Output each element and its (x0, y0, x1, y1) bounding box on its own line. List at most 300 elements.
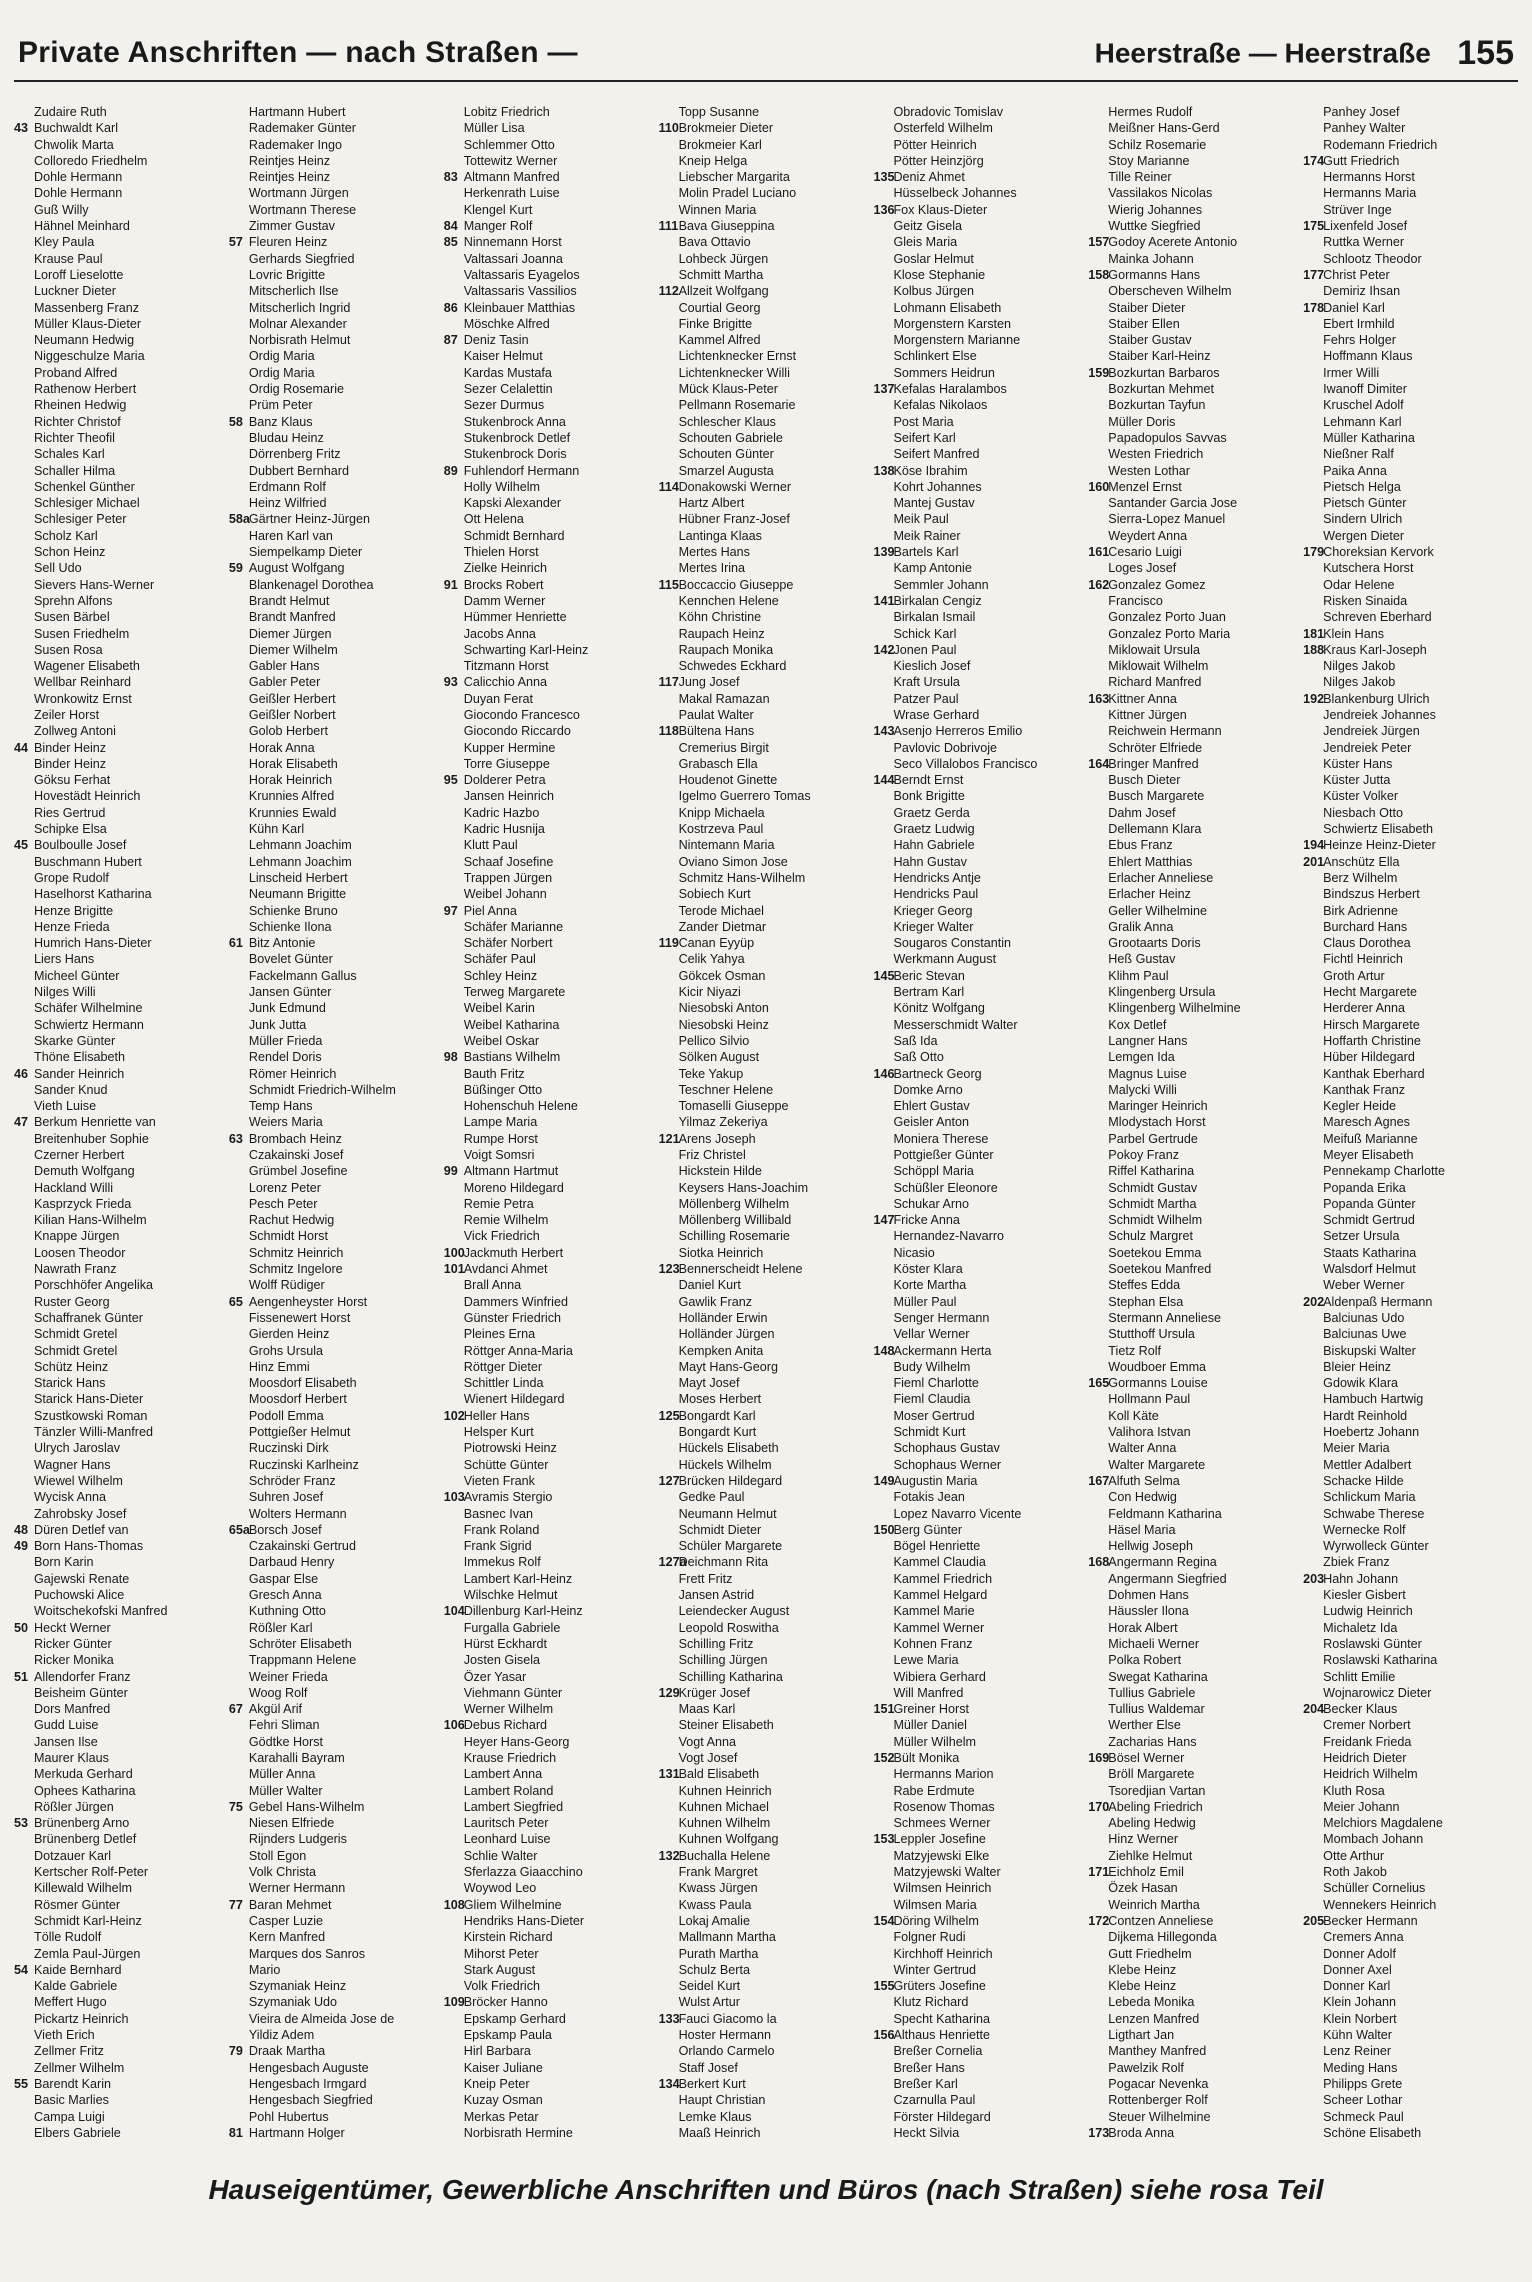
list-item (873, 218, 1084, 234)
list-item (14, 1929, 225, 1945)
resident-name: Staff Josef (678, 2060, 738, 2075)
resident-name: Merkas Petar (463, 2109, 539, 2124)
resident-name: Weinrich Martha (1108, 1897, 1200, 1912)
list-item (1088, 2043, 1299, 2059)
house-number: 58 (228, 414, 243, 429)
resident-name: Fehri Sliman (248, 1718, 320, 1733)
house-number: 173 (1088, 2125, 1110, 2140)
resident-name: Arens Joseph (678, 1131, 756, 1146)
resident-name: Nilges Willi (34, 985, 96, 1000)
resident-name: Kegler Heide (1323, 1099, 1396, 1114)
resident-name: Boulboulle Josef (34, 838, 127, 853)
resident-name: Schlescher Klaus (678, 414, 776, 429)
list-item (1088, 1473, 1299, 1489)
list-item (1303, 1440, 1514, 1456)
list-item (229, 1457, 440, 1473)
resident-name: Graetz Gerda (893, 805, 970, 820)
resident-name: Stutthoff Ursula (1108, 1327, 1195, 1342)
resident-name: Hovestädt Heinrich (34, 789, 141, 804)
list-item (14, 1489, 225, 1505)
list-item (1303, 1180, 1514, 1196)
list-item (1088, 234, 1299, 250)
house-number: 111 (658, 219, 679, 234)
list-item (659, 1897, 870, 1913)
resident-name: Jansen Günter (248, 985, 332, 1000)
resident-name: Gabler Hans (248, 659, 320, 674)
resident-name: Will Manfred (893, 1685, 964, 1700)
list-item (873, 560, 1084, 576)
resident-name: Klein Norbert (1323, 2011, 1397, 2026)
resident-name: Meier Maria (1323, 1441, 1390, 1456)
resident-name: Susen Friedhelm (34, 626, 130, 641)
resident-name: Blankenagel Dorothea (248, 577, 374, 592)
list-item (229, 903, 440, 919)
list-item (229, 381, 440, 397)
house-number: 121 (658, 1131, 680, 1146)
list-item (873, 104, 1084, 120)
house-number: 142 (873, 642, 895, 657)
house-number: 153 (873, 1832, 895, 1847)
resident-name: Meier Johann (1323, 1799, 1400, 1814)
list-item (659, 1603, 870, 1619)
list-item (1088, 740, 1299, 756)
resident-name: Kapski Alexander (463, 496, 562, 511)
resident-name: Piotrowski Heinz (463, 1441, 557, 1456)
list-item (1303, 1000, 1514, 1016)
list-item (14, 1799, 225, 1815)
resident-name: Goslar Helmut (893, 251, 974, 266)
list-item (444, 788, 655, 804)
resident-name: Brücken Hildegard (678, 1473, 783, 1488)
list-item (873, 1375, 1084, 1391)
list-item (659, 316, 870, 332)
resident-name: Gutt Friedrich (1323, 153, 1400, 168)
resident-name: Breßer Karl (893, 2076, 958, 2091)
resident-name: Vieth Luise (34, 1099, 97, 1114)
resident-name: Kühn Karl (248, 822, 305, 837)
resident-name: Tietz Rolf (1108, 1343, 1162, 1358)
list-item (14, 1766, 225, 1782)
resident-name: Hackland Willi (34, 1180, 114, 1195)
resident-name: Kanthak Franz (1323, 1082, 1406, 1097)
list-item (659, 2076, 870, 2092)
resident-name: Staiber Karl-Heinz (1108, 349, 1211, 364)
resident-name: Hendriks Hans-Dieter (463, 1913, 585, 1928)
resident-name: Boccaccio Giuseppe (678, 577, 794, 592)
house-number: 104 (443, 1604, 465, 1619)
list-item (1088, 1831, 1299, 1847)
resident-name: Erdmann Rolf (248, 479, 326, 494)
list-item (1088, 1245, 1299, 1261)
resident-name: Viehmann Günter (463, 1685, 563, 1700)
resident-name: Gabler Peter (248, 675, 321, 690)
resident-name: Westen Friedrich (1108, 447, 1204, 462)
resident-name: Sommers Heidrun (893, 365, 995, 380)
resident-name: Lebeda Monika (1108, 1995, 1195, 2010)
list-item (229, 1375, 440, 1391)
resident-name: Casper Luzie (248, 1913, 324, 1928)
list-item (14, 1180, 225, 1196)
resident-name: Wiewel Wilhelm (34, 1473, 123, 1488)
resident-name: Schaller Hilma (34, 463, 116, 478)
list-item (14, 1049, 225, 1065)
list-item (14, 528, 225, 544)
list-item (444, 903, 655, 919)
resident-name: Brokmeier Dieter (678, 121, 774, 136)
list-item (1303, 593, 1514, 609)
list-item (1088, 1864, 1299, 1880)
list-item (14, 218, 225, 234)
list-item (659, 593, 870, 609)
house-number: 157 (1088, 235, 1110, 250)
list-item (14, 1408, 225, 1424)
list-item (229, 577, 440, 593)
resident-name: Nilges Jakob (1323, 659, 1396, 674)
resident-name: Pleines Erna (463, 1327, 536, 1342)
list-item (1088, 1538, 1299, 1554)
list-item (659, 1669, 870, 1685)
list-item (229, 2043, 440, 2059)
resident-name: Klengel Kurt (463, 202, 533, 217)
list-item (1303, 740, 1514, 756)
list-item (1088, 1913, 1299, 1929)
resident-name: Frank Margret (678, 1865, 758, 1880)
list-item (444, 348, 655, 364)
list-item (229, 1554, 440, 1570)
house-number: 79 (228, 2044, 243, 2059)
resident-name: Kühn Walter (1323, 2028, 1392, 2043)
list-item (1303, 1636, 1514, 1652)
list-item (1303, 528, 1514, 544)
list-item (1088, 511, 1299, 527)
resident-name: Freidank Frieda (1323, 1734, 1412, 1749)
resident-name: Swegat Katharina (1108, 1669, 1208, 1684)
house-number: 154 (873, 1913, 895, 1928)
list-item (1088, 1766, 1299, 1782)
list-item (1303, 2125, 1514, 2141)
house-number: 146 (873, 1066, 895, 1081)
list-item (1088, 381, 1299, 397)
list-item (229, 821, 440, 837)
resident-name: Pokoy Franz (1108, 1148, 1179, 1162)
resident-name: Schwiertz Hermann (34, 1017, 144, 1032)
resident-name: Kirchhoff Heinrich (893, 1946, 993, 1961)
list-item (229, 202, 440, 218)
list-item (444, 137, 655, 153)
resident-name: Alfuth Selma (1108, 1473, 1180, 1488)
resident-name: Topp Susanne (678, 105, 760, 119)
house-number: 63 (228, 1131, 243, 1146)
resident-name: Gudd Luise (34, 1718, 99, 1733)
resident-name: Biskupski Walter (1323, 1343, 1416, 1358)
resident-name: Woog Rolf (248, 1685, 308, 1700)
resident-name: Donner Adolf (1323, 1946, 1396, 1961)
list-item (659, 1245, 870, 1261)
resident-name: Woywod Leo (463, 1881, 537, 1896)
resident-name: Klose Stephanie (893, 267, 986, 282)
list-item (659, 1734, 870, 1750)
list-item (659, 1636, 870, 1652)
house-number: 67 (228, 1702, 243, 1717)
list-item (1088, 1897, 1299, 1913)
list-item (659, 870, 870, 886)
resident-name: Loges Josef (1108, 561, 1177, 576)
resident-name: Gierden Heinz (248, 1327, 330, 1342)
list-item (14, 1603, 225, 1619)
resident-name: Valtassaris Vassilios (463, 284, 577, 299)
list-item (659, 951, 870, 967)
list-item (14, 854, 225, 870)
list-item (1303, 1734, 1514, 1750)
list-item (659, 756, 870, 772)
resident-name: Hermanns Horst (1323, 170, 1415, 185)
list-item (444, 1897, 655, 1913)
resident-name: Meik Paul (893, 512, 949, 527)
resident-name: Bültena Hans (678, 724, 755, 739)
house-number: 43 (14, 121, 29, 136)
resident-name: Hoebertz Johann (1323, 1425, 1420, 1440)
resident-name: Geißler Herbert (248, 691, 336, 706)
resident-name: August Wolfgang (248, 561, 345, 576)
resident-name: Holländer Erwin (678, 1310, 768, 1325)
resident-name: Obradovic Tomislav (893, 105, 1004, 119)
resident-name: Lantinga Klaas (678, 528, 762, 543)
resident-name: Steffes Edda (1108, 1278, 1181, 1293)
list-item (444, 1196, 655, 1212)
list-item (444, 267, 655, 283)
resident-name: Manger Rolf (463, 219, 533, 234)
resident-name: Förster Hildegard (893, 2109, 991, 2124)
list-item (1303, 1766, 1514, 1782)
resident-name: Klingenberg Wilhelmine (1108, 1001, 1241, 1016)
list-item (659, 1424, 870, 1440)
resident-name: Kaide Bernhard (34, 1962, 122, 1977)
list-item (1088, 267, 1299, 283)
list-item (659, 544, 870, 560)
resident-name: Binder Heinz (34, 740, 107, 755)
resident-name: Rabe Erdmute (893, 1783, 975, 1798)
resident-name: Nicasio (893, 1245, 935, 1260)
list-item (1303, 1049, 1514, 1065)
list-item (1088, 1294, 1299, 1310)
list-item (14, 1522, 225, 1538)
list-item (14, 1701, 225, 1717)
list-item (659, 821, 870, 837)
resident-name: Papadopulos Savvas (1108, 430, 1227, 445)
list-item (229, 1082, 440, 1098)
list-item (229, 935, 440, 951)
list-item (444, 1669, 655, 1685)
list-item (14, 1913, 225, 1929)
list-item (659, 1131, 870, 1147)
list-item (1088, 1049, 1299, 1065)
resident-name: Müller Walter (248, 1783, 323, 1798)
resident-name: Luckner Dieter (34, 284, 116, 299)
resident-name: Winter Gertrud (893, 1962, 977, 1977)
resident-name: Fehrs Holger (1323, 333, 1396, 348)
resident-name: Breßer Cornelia (893, 2044, 983, 2059)
list-item (659, 463, 870, 479)
list-item (659, 609, 870, 625)
list-item (1303, 1196, 1514, 1212)
list-item (1088, 316, 1299, 332)
list-item (14, 919, 225, 935)
resident-name: Knipp Michaela (678, 805, 765, 820)
list-item (229, 1261, 440, 1277)
resident-name: Zahrobsky Josef (34, 1506, 127, 1521)
list-item (14, 251, 225, 267)
resident-name: Schipke Elsa (34, 822, 107, 837)
resident-name: Rheinen Hedwig (34, 398, 127, 413)
house-number: 59 (228, 561, 243, 576)
list-item (229, 283, 440, 299)
resident-name: Vassilakos Nicolas (1108, 186, 1213, 201)
resident-name: Miklowait Wilhelm (1108, 659, 1209, 674)
list-item (444, 642, 655, 658)
list-item (1088, 593, 1299, 609)
list-item (1303, 626, 1514, 642)
list-item (659, 495, 870, 511)
list-item (1303, 1228, 1514, 1244)
resident-name: Banz Klaus (248, 414, 313, 429)
list-item (444, 772, 655, 788)
list-item (444, 1114, 655, 1130)
resident-name: Berkum Henriette van (34, 1115, 156, 1130)
resident-name: Lemgen Ida (1108, 1050, 1175, 1065)
resident-name: Klein Johann (1323, 1995, 1396, 2010)
list-item (873, 1652, 1084, 1668)
list-item (659, 218, 870, 234)
resident-name: Volk Friedrich (463, 1979, 541, 1994)
list-item (1088, 1929, 1299, 1945)
list-item (229, 479, 440, 495)
list-item (444, 1326, 655, 1342)
resident-name: Liebscher Margarita (678, 170, 790, 185)
list-item (444, 577, 655, 593)
resident-name: Schon Heinz (34, 545, 106, 560)
resident-name: Wernecke Rolf (1323, 1522, 1406, 1537)
resident-name: Buchwaldt Karl (34, 121, 118, 136)
list-item (14, 788, 225, 804)
list-item (1303, 1978, 1514, 1994)
resident-name: Klihm Paul (1108, 968, 1169, 983)
resident-name: Becker Klaus (1323, 1702, 1398, 1717)
list-item (229, 1734, 440, 1750)
list-item (444, 1831, 655, 1847)
resident-name: Teschner Helene (678, 1082, 774, 1097)
resident-name: Ordig Maria (248, 349, 315, 364)
list-item (1303, 446, 1514, 462)
list-item (1303, 1017, 1514, 1033)
list-item (229, 528, 440, 544)
resident-name: Jacobs Anna (463, 626, 536, 641)
list-item (1088, 544, 1299, 560)
list-item (1088, 854, 1299, 870)
resident-name: Mario (248, 1962, 281, 1977)
list-item (1303, 870, 1514, 886)
resident-name: Giocondo Francesco (463, 707, 580, 722)
list-item (659, 348, 870, 364)
resident-name: Lehmann Karl (1323, 414, 1402, 429)
list-item (873, 1701, 1084, 1717)
list-item (873, 2027, 1084, 2043)
house-number: 57 (228, 235, 243, 250)
resident-name: Dotzauer Karl (34, 1848, 111, 1863)
resident-name: Lohmann Elisabeth (893, 300, 1002, 315)
list-item (873, 1261, 1084, 1277)
resident-name: Kley Paula (34, 235, 95, 250)
resident-name: Domke Arno (893, 1082, 963, 1097)
list-item (229, 1669, 440, 1685)
list-item (229, 153, 440, 169)
resident-name: Schüller Cornelius (1323, 1881, 1426, 1896)
list-item (1303, 381, 1514, 397)
list-item (229, 1815, 440, 1831)
resident-name: Grootaarts Doris (1108, 936, 1201, 951)
resident-name: Wrase Gerhard (893, 707, 980, 722)
list-item (229, 2060, 440, 2076)
list-item (1088, 674, 1299, 690)
list-item (229, 234, 440, 250)
resident-name: Hardt Reinhold (1323, 1408, 1408, 1423)
resident-name: Steuer Wilhelmine (1108, 2109, 1211, 2124)
list-item (444, 1783, 655, 1799)
resident-name: Micheel Günter (34, 968, 120, 983)
resident-name: Riffel Katharina (1108, 1164, 1195, 1179)
resident-name: Bava Giuseppina (678, 219, 775, 234)
resident-name: Kempken Anita (678, 1343, 764, 1358)
resident-name: Schilling Jürgen (678, 1653, 768, 1668)
list-item (1088, 919, 1299, 935)
resident-name: Allendorfer Franz (34, 1669, 131, 1684)
list-item (659, 1049, 870, 1065)
list-item (444, 1245, 655, 1261)
resident-name: Semmler Johann (893, 577, 989, 592)
list-item (1303, 1717, 1514, 1733)
list-item (444, 1652, 655, 1668)
list-item (444, 251, 655, 267)
list-item (873, 1033, 1084, 1049)
house-number: 44 (14, 740, 29, 755)
list-item (659, 642, 870, 658)
resident-name: Hahn Gabriele (893, 838, 975, 853)
resident-name: Schmidt Wilhelm (1108, 1213, 1203, 1228)
resident-name: Henze Brigitte (34, 903, 114, 918)
list-item (873, 2011, 1084, 2027)
list-item (229, 185, 440, 201)
list-item (1303, 837, 1514, 853)
list-item (1088, 903, 1299, 919)
resident-name: Saß Ida (893, 1033, 938, 1048)
resident-name: Rijnders Ludgeris (248, 1832, 347, 1847)
resident-name: Geißler Norbert (248, 707, 336, 722)
list-item (14, 1620, 225, 1636)
list-item (229, 1245, 440, 1261)
list-item (1088, 837, 1299, 853)
house-number: 148 (873, 1343, 895, 1358)
list-item (873, 1750, 1084, 1766)
resident-name: Beisheim Günter (34, 1685, 128, 1700)
resident-name: Köster Klara (893, 1262, 963, 1277)
house-number: 55 (14, 2076, 29, 2091)
list-item (14, 1343, 225, 1359)
resident-name: Döring Wilhelm (893, 1913, 979, 1928)
resident-name: Zudaire Ruth (34, 105, 107, 119)
resident-name: Mlodystach Horst (1108, 1115, 1206, 1130)
resident-name: Jung Josef (678, 675, 740, 690)
resident-name: Lehmann Joachim (248, 854, 352, 869)
list-item (229, 691, 440, 707)
